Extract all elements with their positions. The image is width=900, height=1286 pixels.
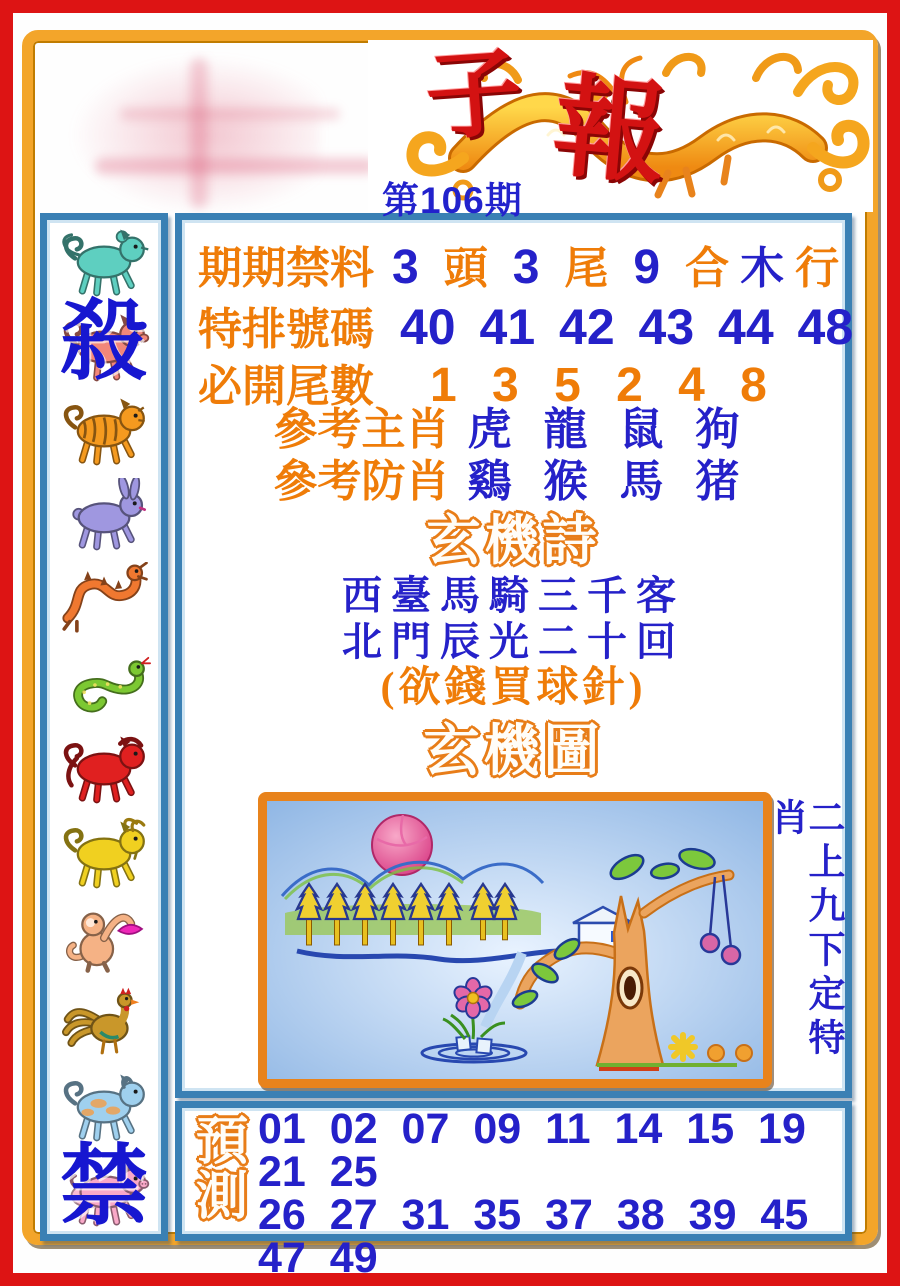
- poem-line-2: 北門辰光二十回: [342, 619, 685, 664]
- main-zodiac-3: 鼠: [619, 405, 664, 454]
- ban-sum-word: 合: [685, 244, 730, 293]
- rat-icon: [57, 224, 151, 300]
- zodiac-cell-dragon: [47, 558, 161, 643]
- zodiac-cell-monkey: [47, 896, 161, 981]
- prediction-numbers: [258, 1105, 845, 1282]
- kill-character: 殺: [59, 294, 149, 392]
- ban-element: 木: [740, 244, 785, 293]
- dragon-icon: [57, 562, 151, 638]
- ban-material-label: 期期禁料: [198, 244, 374, 293]
- zodiac-cell-rooster: [47, 981, 161, 1066]
- issue-number: 第106期: [382, 180, 523, 221]
- snake-icon: [57, 647, 151, 723]
- tail-digits-label: 必開尾數: [198, 362, 374, 411]
- prediction-label-char-2: 測: [195, 1169, 252, 1226]
- mystery-picture-title: 玄機圖: [423, 721, 604, 783]
- zodiac-cell-dog: [47, 1065, 161, 1150]
- zodiac-cell-rat: [47, 220, 161, 305]
- prediction-label-char-1: 預: [195, 1114, 252, 1172]
- goat-icon: [57, 816, 151, 892]
- ban-head-word: 頭: [443, 244, 488, 293]
- rabbit-icon: [57, 478, 151, 554]
- main-panel: [175, 213, 852, 1098]
- ban-tail-count: 3: [512, 241, 540, 294]
- tiger-icon: [57, 393, 151, 469]
- ban-sum-count: 9: [633, 241, 661, 294]
- poem-hint: (欲錢買球針): [380, 665, 647, 711]
- ban-tail-word: 尾: [564, 244, 609, 293]
- prediction-row-1: 01 02 07 09 11 14 15 19 21 25: [258, 1105, 806, 1196]
- monkey-icon: [57, 900, 151, 976]
- main-zodiac-1: 虎: [467, 405, 512, 454]
- main-zodiac-label: 參考主肖: [273, 405, 450, 454]
- special-numbers-label: 特排號碼: [198, 305, 374, 354]
- dog-icon: [57, 1069, 151, 1145]
- zodiac-cell-boar: [47, 294, 161, 392]
- mystery-picture-scene: [267, 801, 763, 1079]
- special-numbers-value: 40 41 42 43 44 48: [400, 299, 854, 355]
- ban-character: 禁: [59, 1139, 149, 1237]
- mystery-poem-title: 玄機詩: [426, 511, 601, 571]
- side-note-vertical: 二上九下定特肖: [765, 798, 843, 1062]
- guard-zodiac-3: 馬: [619, 457, 664, 506]
- prediction-panel: [175, 1101, 852, 1282]
- ban-head-count: 3: [392, 241, 419, 294]
- guard-zodiac-row: [182, 458, 845, 506]
- prediction-row-2: 26 27 31 35 37 38 39 45 47 49: [258, 1191, 809, 1282]
- special-numbers-row: [182, 299, 854, 355]
- rooster-icon: [57, 985, 151, 1061]
- tail-digits-value: 1 3 5 2 4 8: [430, 359, 767, 412]
- ban-material-row: [182, 242, 845, 294]
- masthead-char-zi: 子: [422, 38, 526, 153]
- ban-element-word: 行: [795, 244, 840, 293]
- zodiac-cell-horse: [47, 727, 161, 812]
- prediction-label: [182, 1108, 258, 1234]
- horse-icon: [57, 731, 151, 807]
- guard-zodiac-1: 鷄: [467, 457, 512, 506]
- guard-zodiac-label: 參考防肖: [273, 457, 450, 506]
- main-zodiac-row: [182, 406, 845, 454]
- mystery-picture: [258, 792, 772, 1088]
- zodiac-cell-snake: [47, 643, 161, 728]
- zodiac-cell-pigs: [47, 1139, 161, 1237]
- zodiac-cell-rabbit: [47, 474, 161, 559]
- zodiac-cell-goat: [47, 812, 161, 897]
- masthead-char-bao: 報: [548, 65, 672, 199]
- poem-line-1: 西臺馬騎三千客: [342, 573, 685, 618]
- guard-zodiac-2: 猴: [543, 457, 588, 506]
- main-zodiac-4: 狗: [695, 405, 740, 454]
- guard-zodiac-4: 猪: [695, 457, 740, 506]
- zodiac-sidebar: [40, 213, 168, 1241]
- main-zodiac-2: 龍: [543, 405, 588, 454]
- zodiac-cell-tiger: [47, 389, 161, 474]
